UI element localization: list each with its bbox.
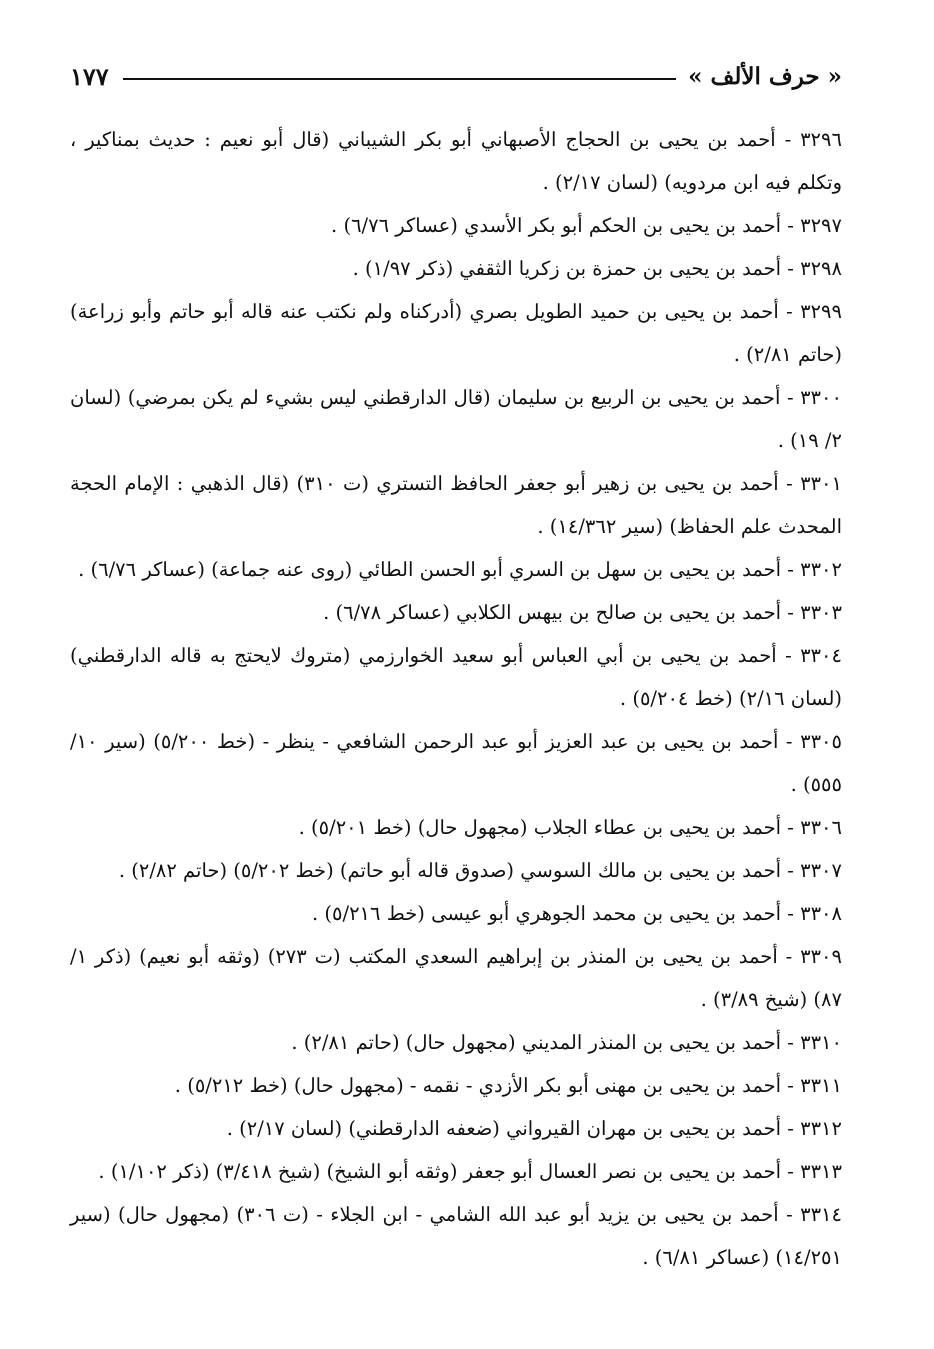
entry: ٣٢٩٦ - أحمد بن يحيى بن الحجاج الأصبهاني أبو بكر الشيباني (قال أبو نعيم : حديث بمناكير ، وتكلم فيه ابن مردويه) (لسان ٢/١٧) .: [70, 128, 842, 194]
entry: ٣٣٠٢ - أحمد بن يحيى بن سهل بن السري أبو الحسن الطائي (روى عنه جماعة) (عساكر ٦/٧٦) .: [78, 558, 842, 581]
entry-number: ٣٣٠٧: [800, 859, 842, 882]
entry-text: أحمد بن يحيى بن مهران القيرواني (ضعفه الدارقطني) (لسان ٢/١٧) .: [226, 1117, 782, 1140]
entry-number: ٣٣١٠: [800, 1031, 842, 1054]
entry: ٣٣١٤ - أحمد بن يحيى بن يزيد أبو عبد الله الشامي - ابن الجلاء - (ت ٣٠٦) (مجهول حال) (سير ١٤/٢٥١) (عساكر ٦/٨١) .: [70, 1203, 842, 1269]
page-header: [70, 58, 842, 94]
entry-text: أحمد بن يحيى بن أبي العباس أبو سعيد الخوارزمي (متروك لايحتج به قاله الدارقطني) (لسان ٢/١٦) (خط ٥/٢٠٤) .: [70, 644, 842, 710]
entry: ٣٣٠٥ - أحمد بن يحيى بن عبد العزيز أبو عبد الرحمن الشافعي - ينظر - (خط ٥/٢٠٠) (سير ١٠/ ٥٥٥) .: [70, 730, 842, 796]
page-number: ١٧٧: [70, 61, 109, 91]
entry-number: ٣٣٠١: [800, 472, 842, 495]
entry: ٣٢٩٩ - أحمد بن يحيى بن حميد الطويل بصري (أدركناه ولم نكتب عنه قاله أبو حاتم وأبو زراعة) (حاتم ٢/٨١) .: [70, 300, 842, 366]
entry: ٣٣٠٨ - أحمد بن يحيى بن محمد الجوهري أبو عيسى (خط ٥/٢١٦) .: [312, 902, 842, 925]
entry: ٣٣٠١ - أحمد بن يحيى بن زهير أبو جعفر الحافظ التستري (ت ٣١٠) (قال الذهبي : الإمام الحجة المحدث علم الحفاظ) (سير ١٤/٣٦٢) .: [70, 472, 842, 538]
entry-number: ٣٣٠٥: [800, 730, 842, 753]
entry-text: أحمد بن يحيى بن عطاء الجلاب (مجهول حال) (خط ٥/٢٠١) .: [298, 816, 782, 839]
entry: ٣٣٠٦ - أحمد بن يحيى بن عطاء الجلاب (مجهول حال) (خط ٥/٢٠١) .: [298, 816, 842, 839]
entry-text: أحمد بن يحيى بن الحكم أبو بكر الأسدي (عساكر ٦/٧٦) .: [331, 214, 782, 237]
entry-text: أحمد بن يحيى بن الربيع بن سليمان (قال الدارقطني ليس بشيء لم يكن بمرضي) (لسان ٢/ ١٩) .: [70, 386, 842, 452]
entry: ٣٣٠٣ - أحمد بن يحيى بن صالح بن بيهس الكلابي (عساكر ٦/٧٨) .: [323, 601, 842, 624]
entry: ٣٣٠٠ - أحمد بن يحيى بن الربيع بن سليمان (قال الدارقطني ليس بشيء لم يكن بمرضي) (لسان ٢/ ١٩) .: [70, 386, 842, 452]
entry-number: ٣٢٩٧: [800, 214, 842, 237]
entry-text: أحمد بن يحيى بن زهير أبو جعفر الحافظ التستري (ت ٣١٠) (قال الذهبي : الإمام الحجة المحدث علم الحفاظ) (سير ١٤/٣٦٢) .: [70, 472, 842, 538]
entry-number: ٣٢٩٩: [800, 300, 842, 323]
entry-number: ٣٣٠٣: [800, 601, 842, 624]
entry-number: ٣٢٩٨: [800, 257, 842, 280]
entry: ٣٢٩٧ - أحمد بن يحيى بن الحكم أبو بكر الأسدي (عساكر ٦/٧٦) .: [331, 214, 842, 237]
entry-text: أحمد بن يحيى بن صالح بن بيهس الكلابي (عساكر ٦/٧٨) .: [323, 601, 782, 624]
entry-number: ٣٣٠٩: [800, 945, 842, 968]
entry-text: أحمد بن يحيى بن يزيد أبو عبد الله الشامي - ابن الجلاء - (ت ٣٠٦) (مجهول حال) (سير ١٤/٢٥١) (عساكر ٦/٨١) .: [70, 1203, 842, 1269]
entry-text: أحمد بن يحيى بن نصر العسال أبو جعفر (وثقه أبو الشيخ) (شيخ ٣/٤١٨) (ذكر ١/١٠٢) .: [98, 1160, 782, 1183]
entry-text: أحمد بن يحيى بن عبد العزيز أبو عبد الرحمن الشافعي - ينظر - (خط ٥/٢٠٠) (سير ١٠/ ٥٥٥) .: [70, 730, 842, 796]
entry-number: ٣٣٠٠: [800, 386, 842, 409]
entry-number: ٣٣١٣: [800, 1160, 842, 1183]
entry-text: أحمد بن يحيى بن محمد الجوهري أبو عيسى (خط ٥/٢١٦) .: [312, 902, 782, 925]
entry-number: ٣٣٠٤: [800, 644, 842, 667]
entry-text: أحمد بن يحيى بن مالك السوسي (صدوق قاله أبو حاتم) (خط ٥/٢٠٢) (حاتم ٢/٨٢) .: [118, 859, 782, 882]
entry-number: ٣٣٠٨: [800, 902, 842, 925]
entry-text: أحمد بن يحيى بن سهل بن السري أبو الحسن الطائي (روى عنه جماعة) (عساكر ٦/٧٦) .: [78, 558, 782, 581]
entries-list: [70, 118, 842, 1279]
entry-number: ٣٣١١: [800, 1074, 842, 1097]
running-title: « حرف الألف »: [688, 62, 842, 90]
entry-text: أحمد بن يحيى بن الحجاج الأصبهاني أبو بكر الشيباني (قال أبو نعيم : حديث بمناكير ، وتكلم فيه ابن مردويه) (لسان ٢/١٧) .: [70, 128, 842, 194]
entry: ٣٣١٣ - أحمد بن يحيى بن نصر العسال أبو جعفر (وثقه أبو الشيخ) (شيخ ٣/٤١٨) (ذكر ١/١٠٢) .: [98, 1160, 842, 1183]
entry: ٣٣٠٩ - أحمد بن يحيى بن المنذر بن إبراهيم السعدي المكتب (ت ٢٧٣) (وثقه أبو نعيم) (ذكر ١/ ٨٧) (شيخ ٣/٨٩) .: [70, 945, 842, 1011]
entry-number: ٣٢٩٦: [800, 128, 842, 151]
entry-text: أحمد بن يحيى بن حميد الطويل بصري (أدركناه ولم نكتب عنه قاله أبو حاتم وأبو زراعة) (حاتم ٢/٨١) .: [70, 300, 842, 366]
entry-number: ٣٣١٤: [800, 1203, 842, 1226]
entry-text: أحمد بن يحيى بن حمزة بن زكريا الثقفي (ذكر ١/٩٧) .: [352, 257, 782, 280]
entry: ٣٣١١ - أحمد بن يحيى بن مهنى أبو بكر الأزدي - نقمه - (مجهول حال) (خط ٥/٢١٢) .: [174, 1074, 842, 1097]
entry-text: أحمد بن يحيى بن المنذر المديني (مجهول حال) (حاتم ٢/٨١) .: [291, 1031, 782, 1054]
entry-text: أحمد بن يحيى بن المنذر بن إبراهيم السعدي المكتب (ت ٢٧٣) (وثقه أبو نعيم) (ذكر ١/ ٨٧) (شيخ ٣/٨٩) .: [70, 945, 842, 1011]
entry: ٣٣٠٧ - أحمد بن يحيى بن مالك السوسي (صدوق قاله أبو حاتم) (خط ٥/٢٠٢) (حاتم ٢/٨٢) .: [118, 859, 842, 882]
entry-text: أحمد بن يحيى بن مهنى أبو بكر الأزدي - نقمه - (مجهول حال) (خط ٥/٢١٢) .: [174, 1074, 782, 1097]
entry: ٣٣١٠ - أحمد بن يحيى بن المنذر المديني (مجهول حال) (حاتم ٢/٨١) .: [291, 1031, 842, 1054]
entry-number: ٣٣١٢: [800, 1117, 842, 1140]
entry: ٣٣٠٤ - أحمد بن يحيى بن أبي العباس أبو سعيد الخوارزمي (متروك لايحتج به قاله الدارقطني) (لسان ٢/١٦) (خط ٥/٢٠٤) .: [70, 644, 842, 710]
entry-number: ٣٣٠٦: [800, 816, 842, 839]
entry: ٣٢٩٨ - أحمد بن يحيى بن حمزة بن زكريا الثقفي (ذكر ١/٩٧) .: [352, 257, 842, 280]
header-rule: [123, 78, 676, 80]
entry-number: ٣٣٠٢: [800, 558, 842, 581]
entry: ٣٣١٢ - أحمد بن يحيى بن مهران القيرواني (ضعفه الدارقطني) (لسان ٢/١٧) .: [226, 1117, 842, 1140]
